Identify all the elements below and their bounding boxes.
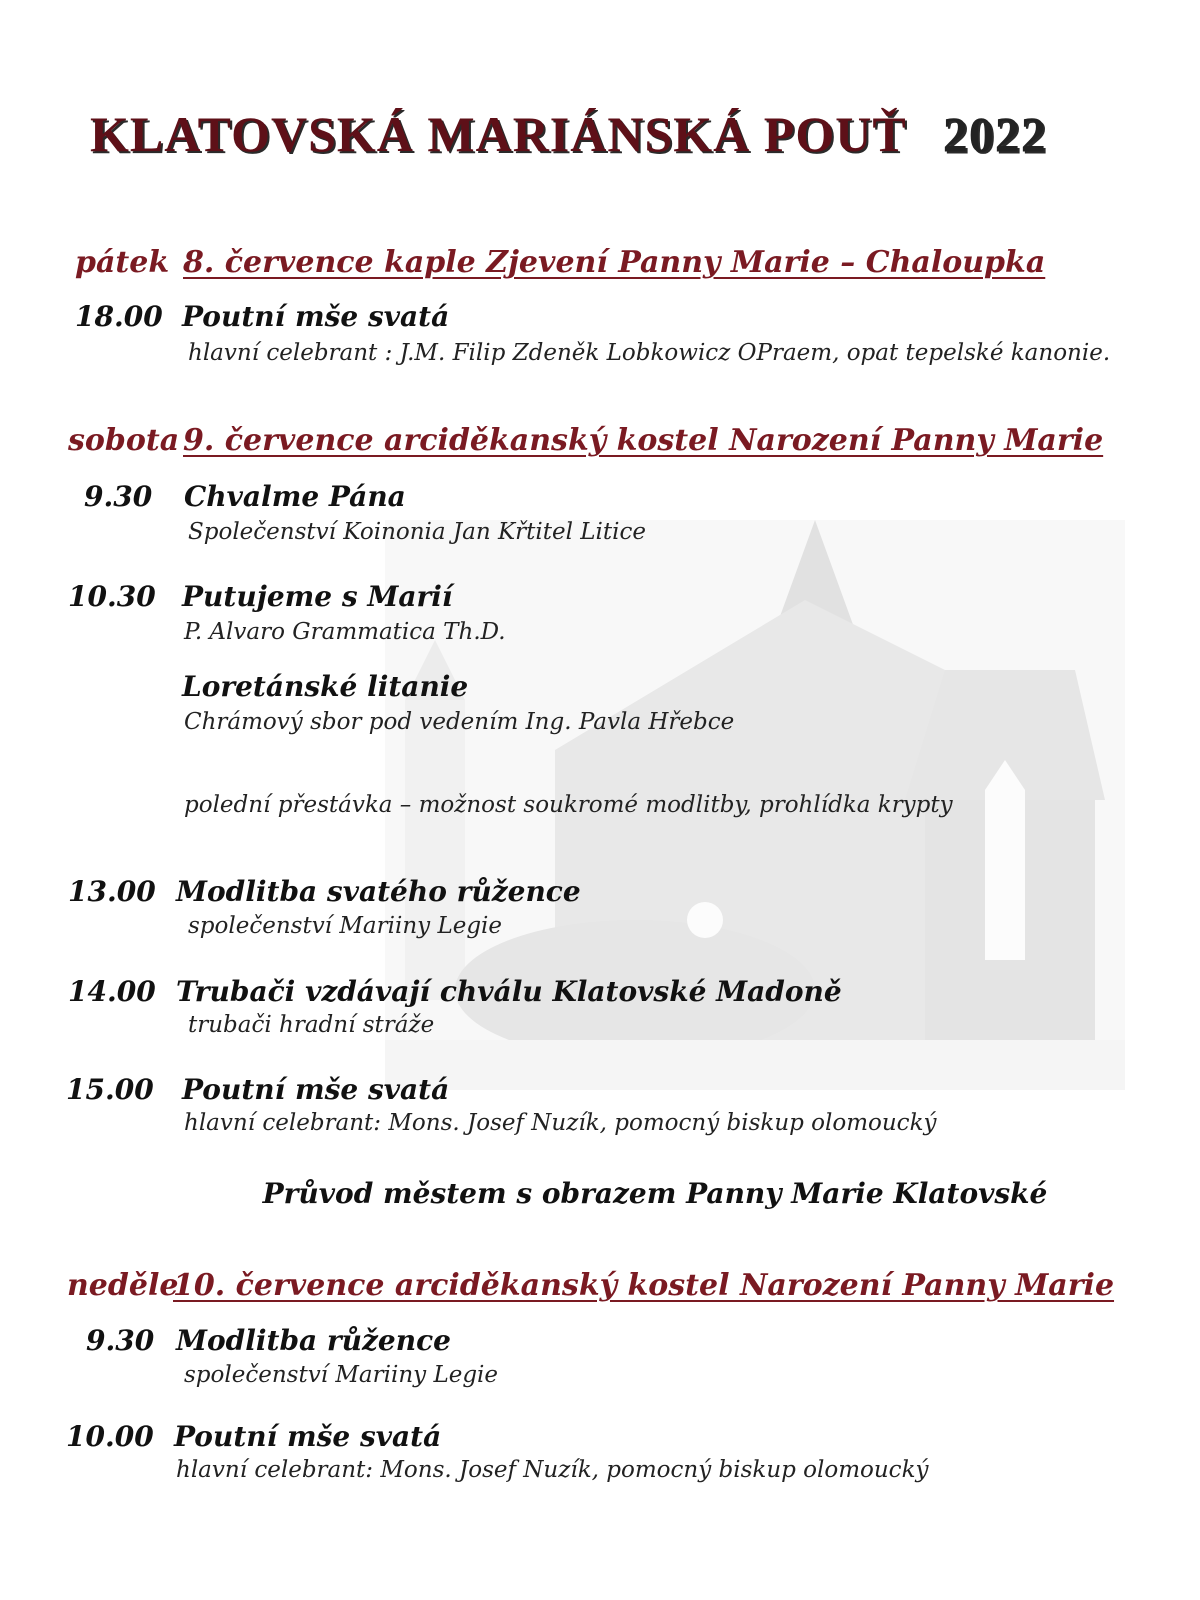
procession-note: Průvod městem s obrazem Panny Marie Klatovské — [262, 1177, 1048, 1210]
event-subtitle: hlavní celebrant: Mons. Josef Nuzík, pomocný biskup olomoucký — [184, 1110, 937, 1136]
day-heading-text: 8. července kaple Zjevení Panny Marie – Chaloupka — [183, 245, 1046, 280]
event-time: 13.00 — [68, 875, 156, 908]
event-subtitle: trubači hradní stráže — [188, 1012, 435, 1038]
event-subtitle: společenství Mariiny Legie — [184, 1362, 499, 1388]
event-subtitle: P. Alvaro Grammatica Th.D. — [184, 619, 506, 645]
event-title: Poutní mše svatá — [182, 1073, 450, 1106]
day-heading-text: 9. července arciděkanský kostel Narození Panny Marie — [183, 423, 1104, 458]
day-name: neděle — [67, 1268, 179, 1303]
event-time: 15.00 — [66, 1073, 154, 1106]
page-title — [90, 105, 1140, 163]
day-name: pátek — [75, 245, 170, 280]
event-time: 9.30 — [84, 480, 153, 513]
event-title: Loretánské litanie — [182, 670, 469, 703]
event-subtitle: Společenství Koinonia Jan Křtitel Litice — [188, 519, 647, 545]
title-year: 2022 — [942, 106, 1047, 162]
event-title: Trubači vzdávají chválu Klatovské Madoně — [176, 975, 842, 1008]
day-heading-sunday — [67, 1268, 1114, 1303]
event-title: Poutní mše svatá — [174, 1420, 442, 1453]
event-time: 10.00 — [66, 1420, 154, 1453]
day-name: sobota — [68, 423, 180, 458]
event-time: 9.30 — [86, 1324, 155, 1357]
event-subtitle: společenství Mariiny Legie — [188, 913, 503, 939]
event-title: Chvalme Pána — [184, 480, 406, 513]
event-subtitle: hlavní celebrant : J.M. Filip Zdeněk Lobkowicz OPraem, opat tepelské kanonie. — [188, 340, 1111, 366]
event-title: Putujeme s Marií — [182, 580, 453, 613]
day-heading-text: 10. července arciděkanský kostel Narození Panny Marie — [173, 1268, 1115, 1303]
day-heading-friday — [75, 245, 1045, 280]
event-title: Modlitba růžence — [176, 1324, 451, 1357]
event-subtitle: hlavní celebrant: Mons. Josef Nuzík, pomocný biskup olomoucký — [176, 1457, 929, 1483]
event-time: 18.00 — [75, 300, 163, 333]
event-time: 10.30 — [68, 580, 156, 613]
event-subtitle: Chrámový sbor pod vedením Ing. Pavla Hřebce — [184, 709, 735, 735]
break-note: polední přestávka – možnost soukromé modlitby, prohlídka krypty — [184, 792, 953, 818]
event-title: Poutní mše svatá — [182, 300, 450, 333]
day-heading-saturday — [68, 423, 1103, 458]
event-time: 14.00 — [68, 975, 156, 1008]
title-main: KLATOVSKÁ MARIÁNSKÁ POUŤ — [90, 106, 907, 162]
event-title: Modlitba svatého růžence — [176, 875, 581, 908]
